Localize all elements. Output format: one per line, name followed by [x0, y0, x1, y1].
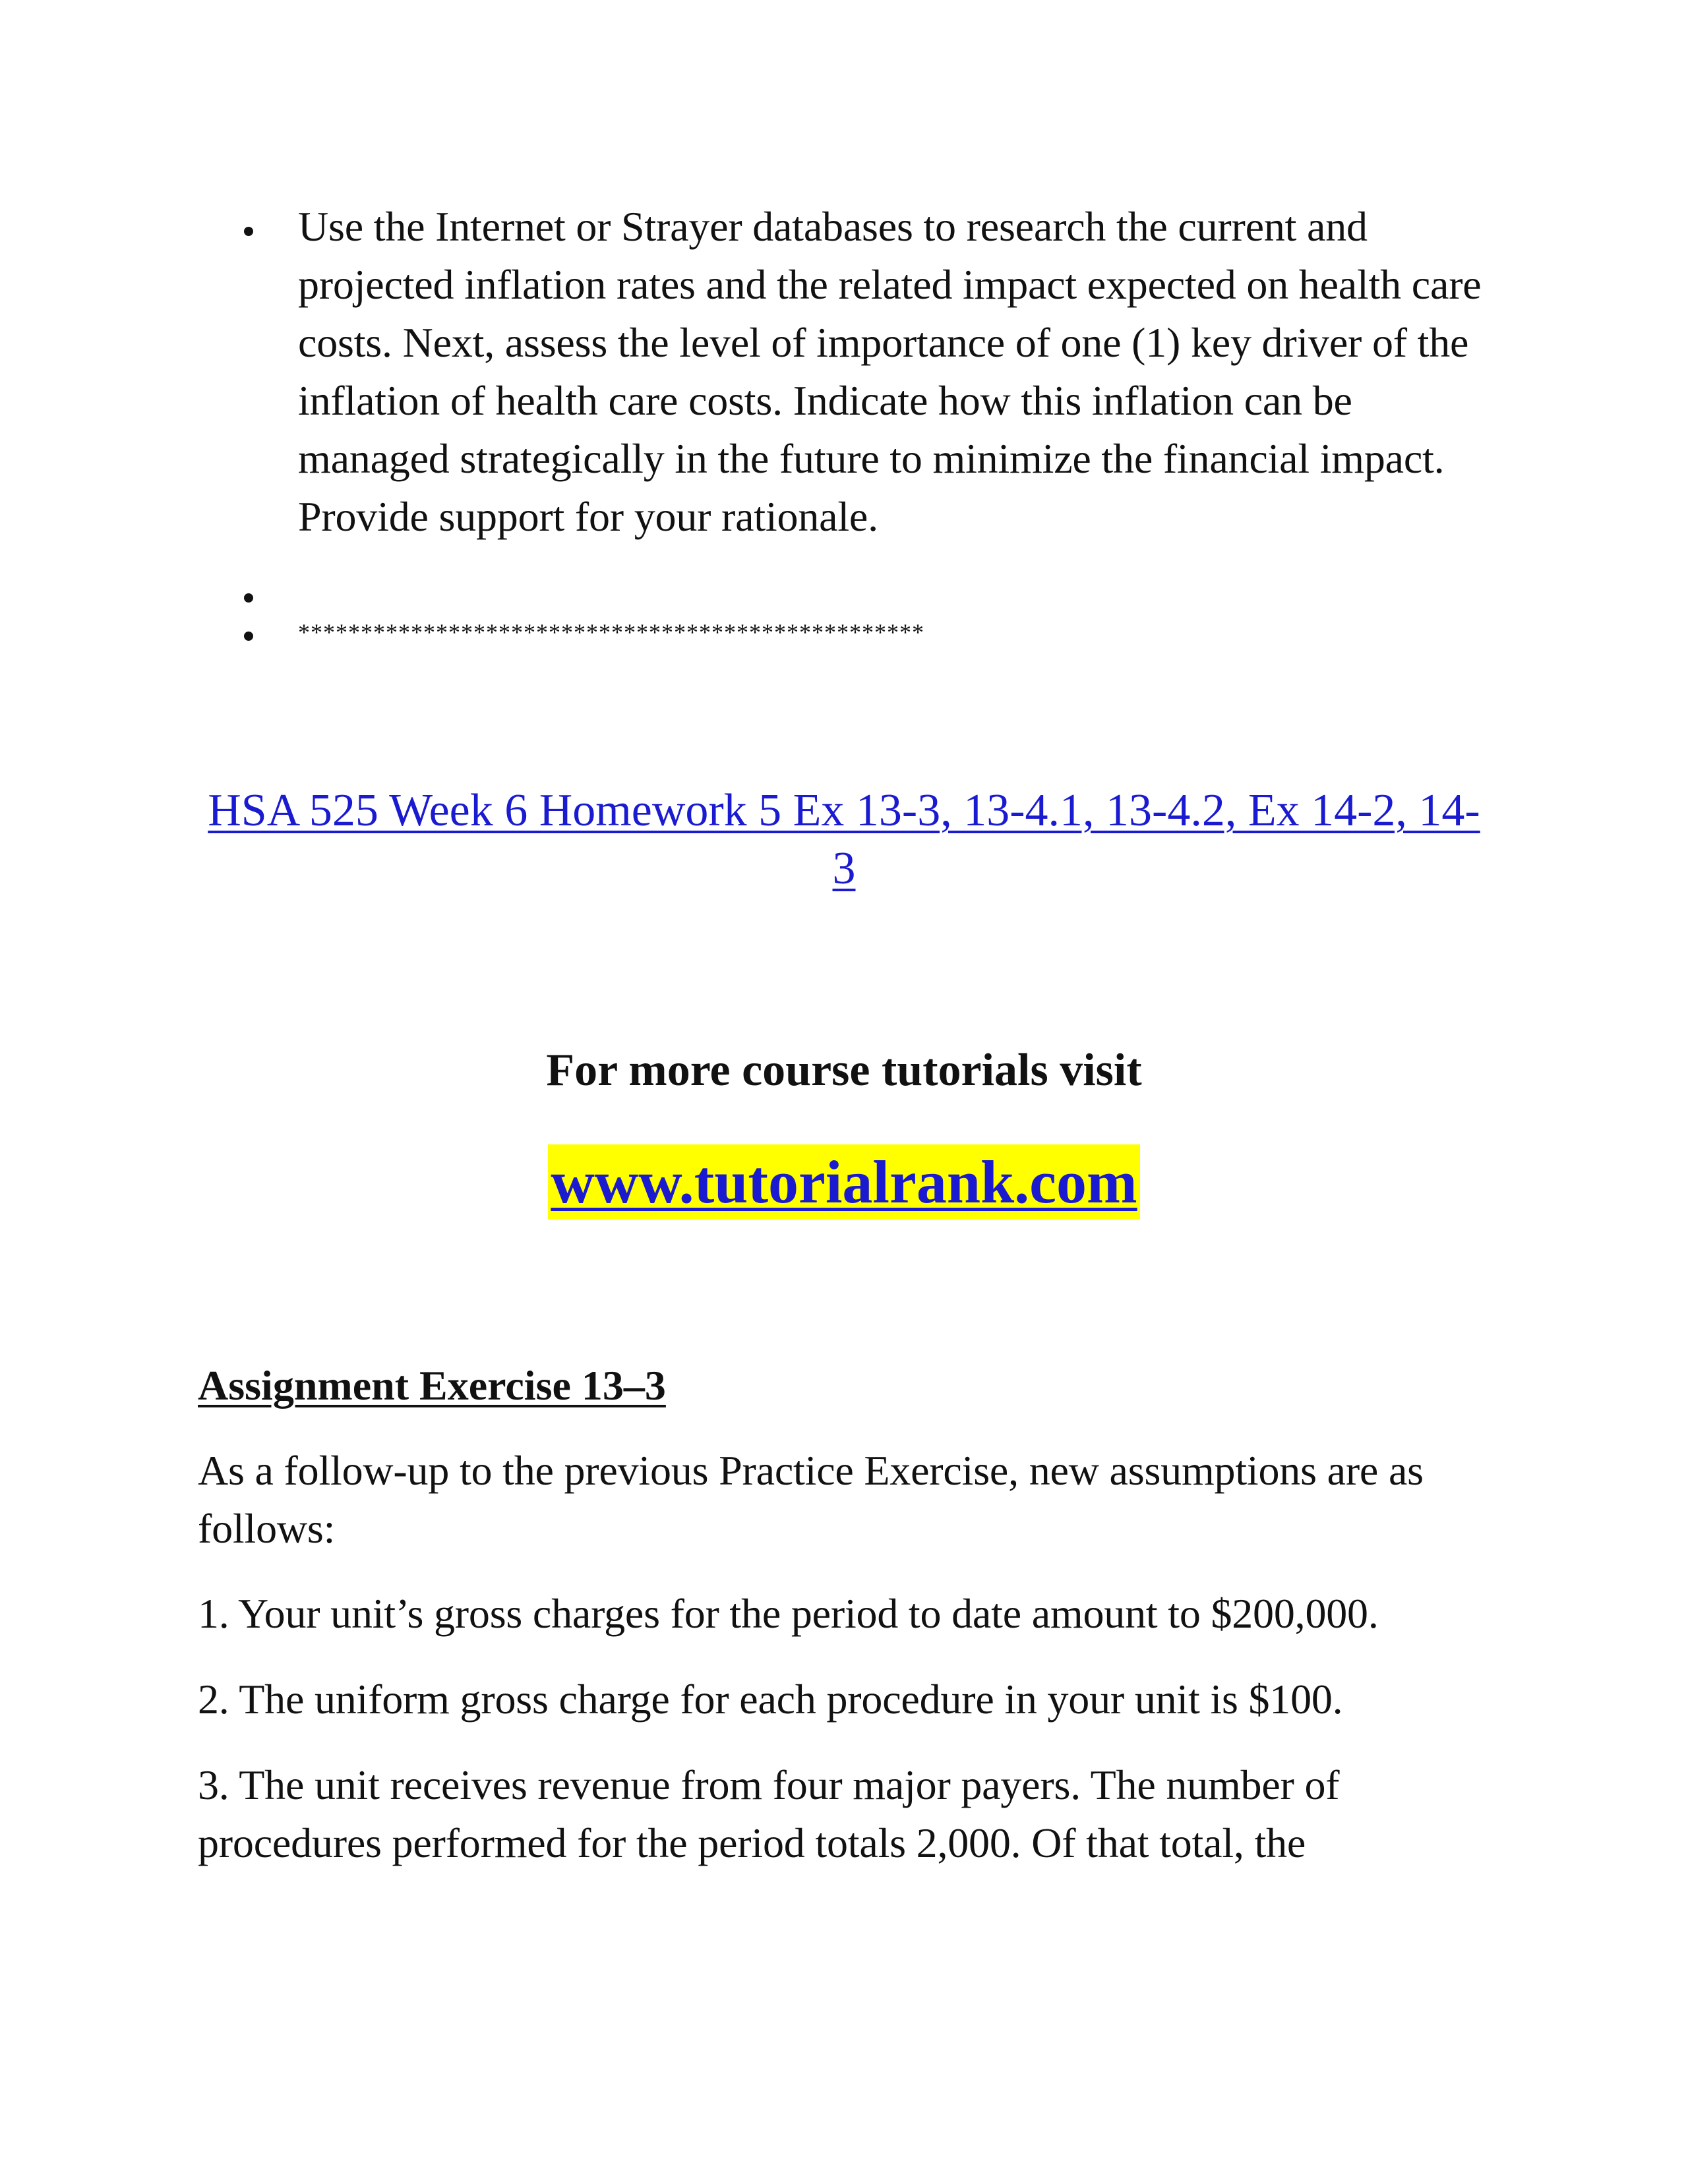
bullet-icon	[244, 593, 253, 603]
bullet-text: Use the Internet or Strayer databases to research the current and projected inflation rates and the related impact expected on health care costs. Next, assess the level of importance of one (1) key driver of the inflation of health care costs. Indicate how this inflation can be managed strategically in the future to minimize the financial impact. Provide support for your rationale.	[298, 203, 1482, 540]
asterisk-separator: **************************************************	[298, 619, 924, 645]
promo-site-container	[0, 1144, 1688, 1220]
list-item-separator	[198, 613, 1490, 651]
list-item	[198, 198, 1490, 546]
assumption-item: 2. The uniform gross charge for each procedure in your unit is $100.	[198, 1676, 1343, 1723]
assumption-item: 1. Your unit’s gross charges for the period to date amount to $200,000.	[198, 1590, 1379, 1637]
bullet-list	[198, 198, 1490, 651]
homework-link[interactable]: HSA 525 Week 6 Homework 5 Ex 13-3, 13-4.1, 13-4.2, Ex 14-2, 14-3	[208, 785, 1480, 894]
bullet-icon	[244, 227, 253, 236]
tutorialrank-link[interactable]: www.tutorialrank.com	[548, 1144, 1139, 1220]
exercise-intro: As a follow-up to the previous Practice Exercise, new assumptions are as follows:	[198, 1447, 1424, 1552]
list-item-empty	[198, 560, 1490, 613]
bullet-icon	[244, 632, 253, 641]
assumption-item: 3. The unit receives revenue from four major payers. The number of procedures performed for the period totals 2,000. Of that total, the	[198, 1761, 1340, 1866]
promo-heading: For more course tutorials visit	[546, 1045, 1142, 1096]
exercise-heading: Assignment Exercise 13–3	[198, 1362, 666, 1409]
